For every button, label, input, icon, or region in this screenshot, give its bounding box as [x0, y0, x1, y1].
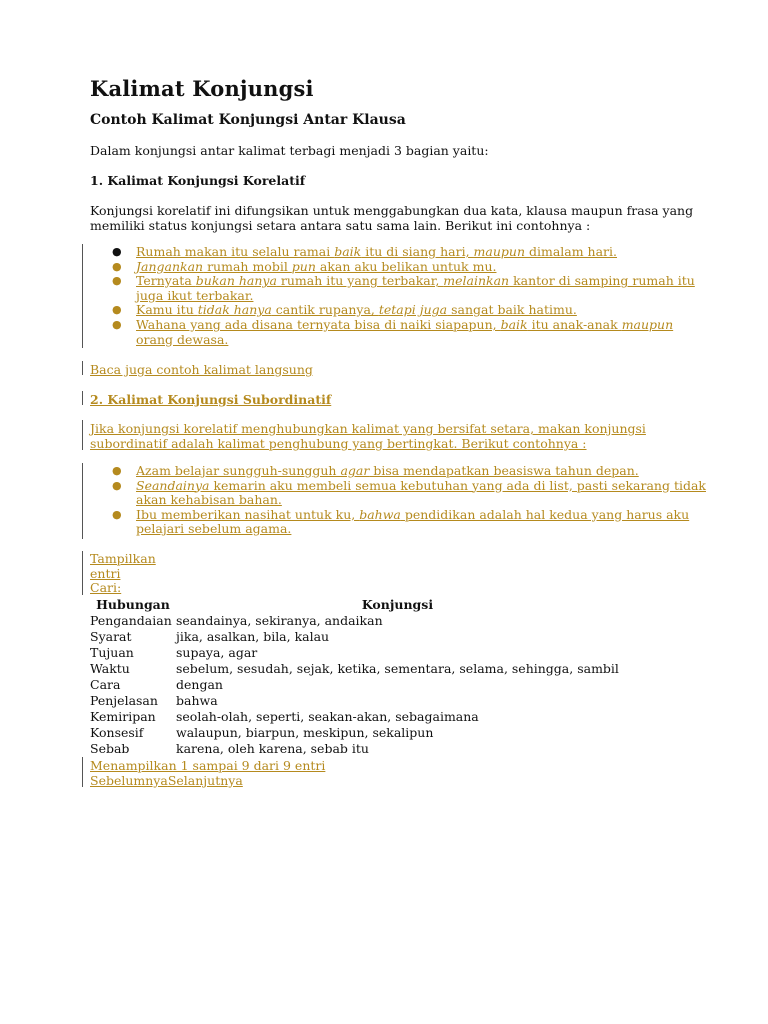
quote-bar [82, 361, 83, 375]
column-header-konjungsi[interactable]: Konjungsi [361, 596, 434, 612]
table-row [90, 708, 619, 724]
section1-paragraph-line2: memiliki status konjungsi setara antara satu sama lain. Berikut ini contohnya : [90, 218, 591, 233]
read-also-link[interactable]: Baca juga contoh kalimat langsung [90, 362, 313, 377]
quote-bar [82, 551, 83, 595]
table-row [90, 676, 619, 692]
table-cell: bahwa [176, 692, 218, 708]
table-controls [90, 552, 156, 596]
table-cell: Sebab [90, 740, 130, 756]
quote-bar [82, 244, 83, 348]
table-cell: Waktu [90, 660, 130, 676]
section-subtitle: Contoh Kalimat Konjungsi Antar Klausa [90, 112, 406, 128]
bullet-icon: ● [112, 464, 122, 477]
list-item[interactable]: ● Kamu itu tidak hanya cantik rupanya, tetapi juga sangat baik hatimu. [112, 302, 577, 318]
show-entries-label-line2[interactable]: entri [90, 565, 121, 581]
table-cell: dengan [176, 676, 223, 692]
quote-bar [82, 391, 83, 405]
list-item[interactable]: ● Jangankan rumah mobil pun akan aku belikan untuk mu. [112, 258, 497, 274]
table-cell: Syarat [90, 628, 132, 644]
table-cell: Konsesif [90, 724, 144, 740]
table-cell: jika, asalkan, bila, kalau [176, 628, 330, 644]
bullet-icon: ● [112, 317, 122, 331]
bullet-icon: ● [112, 259, 122, 273]
quote-bar [82, 420, 83, 450]
page-title: Kalimat Konjungsi [90, 76, 314, 101]
conjunction-table [90, 596, 619, 756]
table-cell: Penjelasan [90, 692, 158, 708]
table-cell: karena, oleh karena, sebab itu [176, 740, 369, 756]
section1-heading: 1. Kalimat Konjungsi Korelatif [90, 173, 306, 188]
show-entries-label-line1[interactable]: Tampilkan [90, 551, 156, 566]
table-cell: Cara [90, 676, 121, 692]
table-cell: seandainya, sekiranya, andaikan [176, 612, 383, 628]
list-item[interactable]: ● Wahana yang ada disana ternyata bisa di naiki siapapun, baik itu anak-anak maupun orang dewasa. [112, 316, 674, 347]
table-row [90, 644, 619, 660]
quote-bar [82, 463, 83, 539]
list-item[interactable]: ● Ternyata bukan hanya rumah itu yang terbakar, melainkan kantor di samping rumah itu juga ikut terbakar. [112, 273, 695, 303]
section2-heading[interactable]: 2. Kalimat Konjungsi Subordinatif [90, 392, 332, 407]
bullet-icon: ● [112, 245, 122, 258]
list-item[interactable]: ● Ibu memberikan nasihat untuk ku, bahwa pendidikan adalah hal kedua yang harus aku pelajari sebelum agama. [112, 506, 690, 537]
bullet-icon: ● [112, 274, 122, 288]
table-cell: walaupun, biarpun, meskipun, sekalipun [176, 724, 434, 740]
section2-paragraph[interactable] [90, 421, 646, 451]
column-header-hubungan[interactable]: Hubungan [96, 596, 170, 612]
bullet-icon: ● [112, 478, 122, 492]
bullet-icon: ● [112, 303, 122, 317]
table-row [90, 724, 619, 740]
table-row [90, 612, 619, 628]
table-cell: Kemiripan [90, 708, 156, 724]
section1-paragraph-line1: Konjungsi korelatif ini difungsikan untuk menggabungkan dua kata, klausa maupun frasa yang [90, 203, 694, 218]
table-row [90, 660, 619, 676]
list-item[interactable]: ● Rumah makan itu selalu ramai baik itu di siang hari, maupun dimalam hari. [112, 244, 618, 259]
section2-paragraph-line2: subordinatif adalah kalimat penghubung yang bertingkat. Berikut contohnya : [90, 436, 587, 451]
table-info: Menampilkan 1 sampai 9 dari 9 entri [90, 758, 326, 773]
previous-page-link[interactable]: Sebelumnya [90, 773, 168, 788]
section2-paragraph-line1: Jika konjungsi korelatif menghubungkan kalimat yang bersifat setara, makan konjungsi [90, 421, 646, 436]
table-cell: Tujuan [90, 644, 134, 660]
table-row [90, 692, 619, 708]
table-row [90, 628, 619, 644]
next-page-link[interactable]: Selanjutnya [167, 773, 243, 788]
pagination [90, 773, 243, 788]
search-label[interactable]: Cari: [90, 580, 122, 595]
table-row [90, 740, 619, 756]
list-item[interactable]: ● Azam belajar sungguh-sungguh agar bisa mendapatkan beasiswa tahun depan. [112, 463, 639, 478]
table-cell: Pengandaian [90, 612, 172, 628]
section1-example-list [90, 245, 695, 347]
table-header-row [90, 596, 619, 612]
bullet-icon: ● [112, 507, 122, 521]
section2-example-list [90, 464, 706, 537]
intro-paragraph: Dalam konjungsi antar kalimat terbagi menjadi 3 bagian yaitu: [90, 143, 489, 158]
quote-bar [82, 757, 83, 787]
list-item[interactable]: ● Seandainya kemarin aku membeli semua kebutuhan yang ada di list, pasti sekarang tidak akan kehabisan bahan. [112, 477, 706, 508]
table-cell: seolah-olah, seperti, seakan-akan, sebagaimana [176, 708, 479, 724]
table-cell: sebelum, sesudah, sejak, ketika, sementara, selama, sehingga, sambil [176, 660, 619, 676]
section1-paragraph [90, 203, 693, 233]
table-cell: supaya, agar [176, 644, 258, 660]
